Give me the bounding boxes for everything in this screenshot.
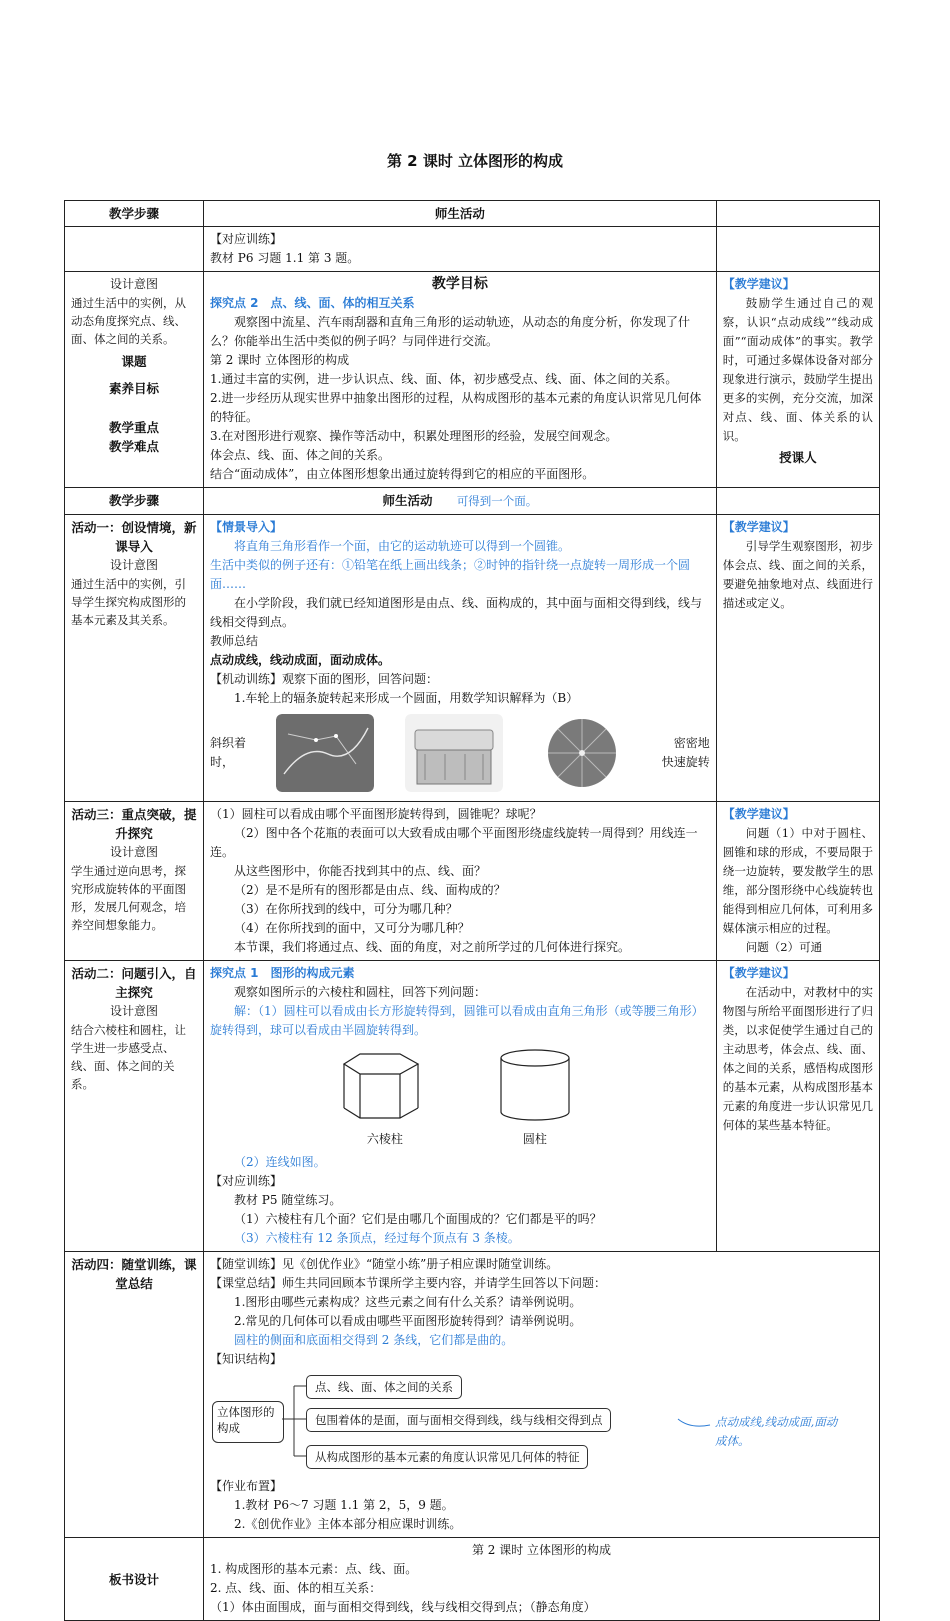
explore-point-1: 探究点 1 图形的构成元素: [209, 966, 355, 980]
map-node-2: 包围着体的是面，面与面相交得到线，线与线相交得到点: [306, 1408, 612, 1432]
q1-tail-b: 快速旋转: [661, 755, 710, 769]
activity2-title: 活动二：问题引入，自主探究: [71, 966, 197, 1000]
prism-figure: [340, 1046, 430, 1149]
q1-tail-a: 密密地: [673, 736, 710, 750]
a2-train-body: 教材 P5 随堂练习。: [233, 1193, 342, 1207]
goal-2: 2.进一步经历从现实世界中抽象出图形的过程，从构成图形的基本元素的角度认识常见几何体的特征。: [209, 391, 702, 424]
board-step: [65, 1538, 204, 1621]
a3-q2: （2）图中各个花瓶的表面可以大致看成由哪个平面图形绕虚线旋转一周得到？用线连一连。: [209, 826, 698, 859]
activity3-main: [203, 802, 716, 961]
note-text-3b: 问题（2）可通: [745, 940, 823, 954]
board-line-1: 1. 构成图形的基本元素：点、线、面。: [209, 1562, 418, 1576]
map-node-3: 从构成图形的基本元素的角度认识常见几何体的特征: [306, 1445, 589, 1469]
a4-l5: 【知识结构】: [209, 1352, 282, 1366]
objectives-main: [203, 272, 716, 488]
homework-2: 2.《创优作业》主体本部分相应课时训练。: [233, 1517, 462, 1531]
board-row: [65, 1538, 880, 1621]
intro-row: [65, 227, 880, 272]
lesson-value: 第 2 课时 立体图形的构成: [209, 353, 350, 367]
summary-heading: 教师总结: [209, 634, 258, 648]
board-line-2: 2. 点、线、面、体的相互关系：: [209, 1581, 382, 1595]
a4-l4: 2.常见的几何体可以看成由哪些平面图形旋转得到？请举例说明。: [233, 1314, 582, 1328]
activity3-label: 设计意图: [109, 845, 158, 859]
lesson-label: 课题: [121, 354, 147, 369]
note-text-2: 引导学生观察图形，初步体会点、线、面之间的关系，要避免抽象地对点、线面进行描述或定义。: [722, 539, 873, 610]
activity1-main: [203, 515, 716, 802]
activity1-row: [65, 515, 880, 802]
a4-l3: 1.图形由哪些元素构成？这些元素之间有什么关系？请举例说明。: [233, 1295, 582, 1309]
literacy-label: 素养目标: [108, 381, 159, 396]
q1-left-a: 斜织着: [209, 736, 246, 750]
activity1-label: 设计意图: [109, 558, 158, 572]
handwritten-note: 点动成线,线动成面,面动成体。: [714, 1415, 838, 1448]
activity1-title: 活动一：创设情境，新课导入: [71, 520, 197, 554]
note-text-1: 鼓励学生通过自己的观察，认识“点动成线”“线动成面”“面动成体”的事实。教学时，可通过多媒体设备对部分现象进行演示，鼓励学生提出更多的实例，充分交流，加深对点、线、面、体关系的认识。: [722, 296, 873, 443]
a2-ans2: （2）连线如图。: [233, 1155, 326, 1169]
question-1: 1.车轮上的辐条旋转起来形成一个圆面，用数学知识解释为（B）: [233, 691, 579, 705]
note-heading-3: 【教学建议】: [722, 807, 795, 821]
lesson-table: [64, 200, 880, 1621]
design-label: 设计意图: [109, 277, 158, 291]
activity2-note: [716, 961, 879, 1252]
note-text-3: 问题（1）中对于圆柱、圆锥和球的形成，不要局限于绕一边旋转，要发散学生的思维，部分图形绕中心线旋转也能得到相应几何体，可利用多媒体演示相应的过程。: [722, 826, 873, 935]
a4-l1: 【随堂训练】见《创优作业》“随堂小练”册子相应课时随堂训练。: [209, 1257, 559, 1271]
goal-1: 1.通过丰富的实例，进一步认识点、线、面、体，初步感受点、线、面、体之间的关系。: [209, 372, 678, 386]
header-activity: 师生活动: [203, 201, 716, 227]
board-line-3: （1）体由面围成，面与面相交得到线，线与线相交得到点；（静态角度）: [209, 1600, 596, 1614]
note-text-4: 在活动中，对教材中的实物图与所给平面图形进行了归类，以求促使学生通过自己的主动思考，体会点、线、面、体之间的关系，感悟构成图形的基本元素，从构成图形基本元素的角度进一步认识常见几何体的某些基本特征。: [722, 985, 873, 1132]
a4-answer-side: 圆柱的侧面和底面相交得到 2 条线，它们都是曲的。: [233, 1333, 514, 1347]
a3-line-d: （4）在你所找到的面中，又可分为哪几种？: [233, 921, 470, 935]
q1-left-b: 时，: [209, 755, 234, 769]
knowledge-map: [210, 1373, 873, 1473]
cylinder-figure: [490, 1046, 580, 1149]
activity3-row: [65, 802, 880, 961]
activity3-note: [716, 802, 879, 961]
a4-l2: 【课堂总结】师生共同回顾本节课所学主要内容，并请学生回答以下问题：: [209, 1276, 606, 1290]
a2-q-face: （1）六棱柱有几个面？它们是由哪几个面围成的？它们都是平的吗？: [233, 1212, 602, 1226]
situation-p3: 在小学阶段，我们就已经知道图形是由点、线、面构成的，其中面与面相交得到线，线与线相交得到点。: [209, 596, 702, 629]
activity4-step: [65, 1252, 204, 1538]
map-root: 立体图形的构成: [212, 1401, 284, 1443]
intro-cell: [203, 227, 716, 272]
storage-box-photo: [405, 714, 503, 792]
explore-body: 观察图中流星、汽车雨刮器和直角三角形的运动轨迹，从动态的角度分析，你发现了什么？你能举出生活中类似的例子吗？与同伴进行交流。: [209, 315, 690, 348]
page-title: 第 2 课时 立体图形的构成: [386, 152, 564, 170]
activity-header-tail: 可得到一个面。: [456, 494, 538, 508]
homework-heading: 【作业布置】: [209, 1479, 282, 1493]
activity-header-row: [65, 488, 880, 515]
key-point: 体会点、线、面、体之间的关系。: [209, 448, 390, 462]
map-node-1: 点、线、面、体之间的关系: [306, 1375, 462, 1399]
cylinder-label: 圆柱: [522, 1132, 547, 1146]
note-heading-4: 【教学建议】: [722, 966, 795, 980]
hexagonal-prism-drawing: [340, 1046, 430, 1124]
meteor-photo: [276, 714, 374, 792]
board-label: 板书设计: [108, 1571, 159, 1587]
a3-q-prev: （1）圆柱可以看成由哪个平面图形旋转得到，圆锥呢？球呢？: [209, 807, 542, 821]
a3-line-c: （3）在你所找到的线中，可分为哪几种？: [233, 902, 458, 916]
a3-line-b: （2）是不是所有的图形都是由点、线、面构成的？: [233, 883, 506, 897]
activity4-row: [65, 1252, 880, 1538]
objectives-title: 教学目标: [431, 276, 488, 292]
difficulty-label: 教学难点: [108, 439, 159, 454]
homework-1: 1.教材 P6～7 习题 1.1 第 2，5，9 题。: [233, 1498, 454, 1512]
activity2-row: [65, 961, 880, 1252]
header-row: [65, 201, 880, 227]
explore-point-2: 探究点 2 点、线、面、体的相互关系: [209, 296, 415, 310]
header-empty: [716, 201, 879, 227]
note-heading-2: 【教学建议】: [722, 520, 795, 534]
activity3-step: [65, 802, 204, 961]
key-label: 教学重点: [108, 420, 159, 435]
design-desc: 通过生活中的实例，从动态角度探究点、线、面、体之间的关系。: [71, 296, 186, 346]
activity1-note: [716, 515, 879, 802]
teacher-label: 授课人: [779, 450, 817, 465]
activity3-desc: 学生通过逆向思考，探究形成旋转体的平面图形，发展几何观念，培养空间想象能力。: [71, 864, 186, 932]
activity-header-activity: 师生活动 可得到一个面。: [203, 488, 716, 515]
activity2-label: 设计意图: [109, 1004, 158, 1018]
a2-train: 【对应训练】: [209, 1174, 282, 1188]
objectives-note: [716, 272, 879, 488]
board-main: [203, 1538, 879, 1621]
a2-ans1: 解：（1）圆柱可以看成由长方形旋转得到，圆锥可以看成由直角三角形（或等腰三角形）旋转得到，球可以看成由半圆旋转得到。: [209, 1004, 704, 1037]
solid-figures: [210, 1046, 710, 1149]
prism-label: 六棱柱: [366, 1132, 403, 1146]
note-heading-1: 【教学建议】: [722, 277, 795, 291]
intro-line-1: 【对应训练】: [209, 232, 282, 246]
difficulty-point: 结合“面动成体”，由立体图形想象出通过旋转得到它的相应的平面图形。: [209, 467, 595, 481]
a3-line-e: 本节课，我们将通过点、线、面的角度，对之前所学过的几何体进行探究。: [233, 940, 630, 954]
activity-header-step: 教学步骤: [65, 488, 204, 515]
activity2-main: [203, 961, 716, 1252]
activity3-title: 活动三：重点突破，提升探究: [71, 807, 197, 841]
activity2-step: [65, 961, 204, 1252]
board-title: 第 2 课时 立体图形的构成: [471, 1543, 612, 1557]
header-step: 教学步骤: [65, 201, 204, 227]
activity1-desc: 通过生活中的实例，引导学生探究构成图形的基本元素及其关系。: [71, 577, 186, 627]
a2-body: 观察如图所示的六棱柱和圆柱，回答下列问题：: [233, 985, 486, 999]
objectives-row: [65, 272, 880, 488]
cylinder-drawing: [490, 1046, 580, 1124]
a3-line-a: 从这些图形中，你能否找到其中的点、线、面？: [233, 864, 486, 878]
situation-p2: 生活中类似的例子还有：①铅笔在纸上画出线条；②时钟的指针绕一点旋转一周形成一个圆面……: [209, 558, 690, 591]
situation-p1: 将直角三角形看作一个面，由它的运动轨迹可以得到一个圆锥。: [233, 539, 570, 553]
activity4-title: 活动四：随堂训练，课堂总结: [71, 1257, 197, 1291]
a2-ans3: （3）六棱柱有 12 条顶点，经过每个顶点有 3 条棱。: [233, 1231, 520, 1245]
objectives-left: [65, 272, 204, 488]
intro-line-2: 教材 P6 习题 1.1 第 3 题。: [209, 251, 360, 265]
photo-strip: [210, 714, 710, 792]
summary-text: 点动成线，线动成面，面动成体。: [209, 653, 390, 667]
training-heading: 【机动训练】观察下面的图形，回答问题：: [209, 672, 438, 686]
umbrella-photo: [533, 714, 631, 792]
situation-heading: 【情景导入】: [209, 520, 282, 534]
goal-3: 3.在对图形进行观察、操作等活动中，积累处理图形的经验，发展空间观念。: [209, 429, 618, 443]
activity1-step: [65, 515, 204, 802]
activity2-desc: 结合六棱柱和圆柱，让学生进一步感受点、线、面、体之间的关系。: [71, 1023, 186, 1091]
activity4-main: [203, 1252, 879, 1538]
